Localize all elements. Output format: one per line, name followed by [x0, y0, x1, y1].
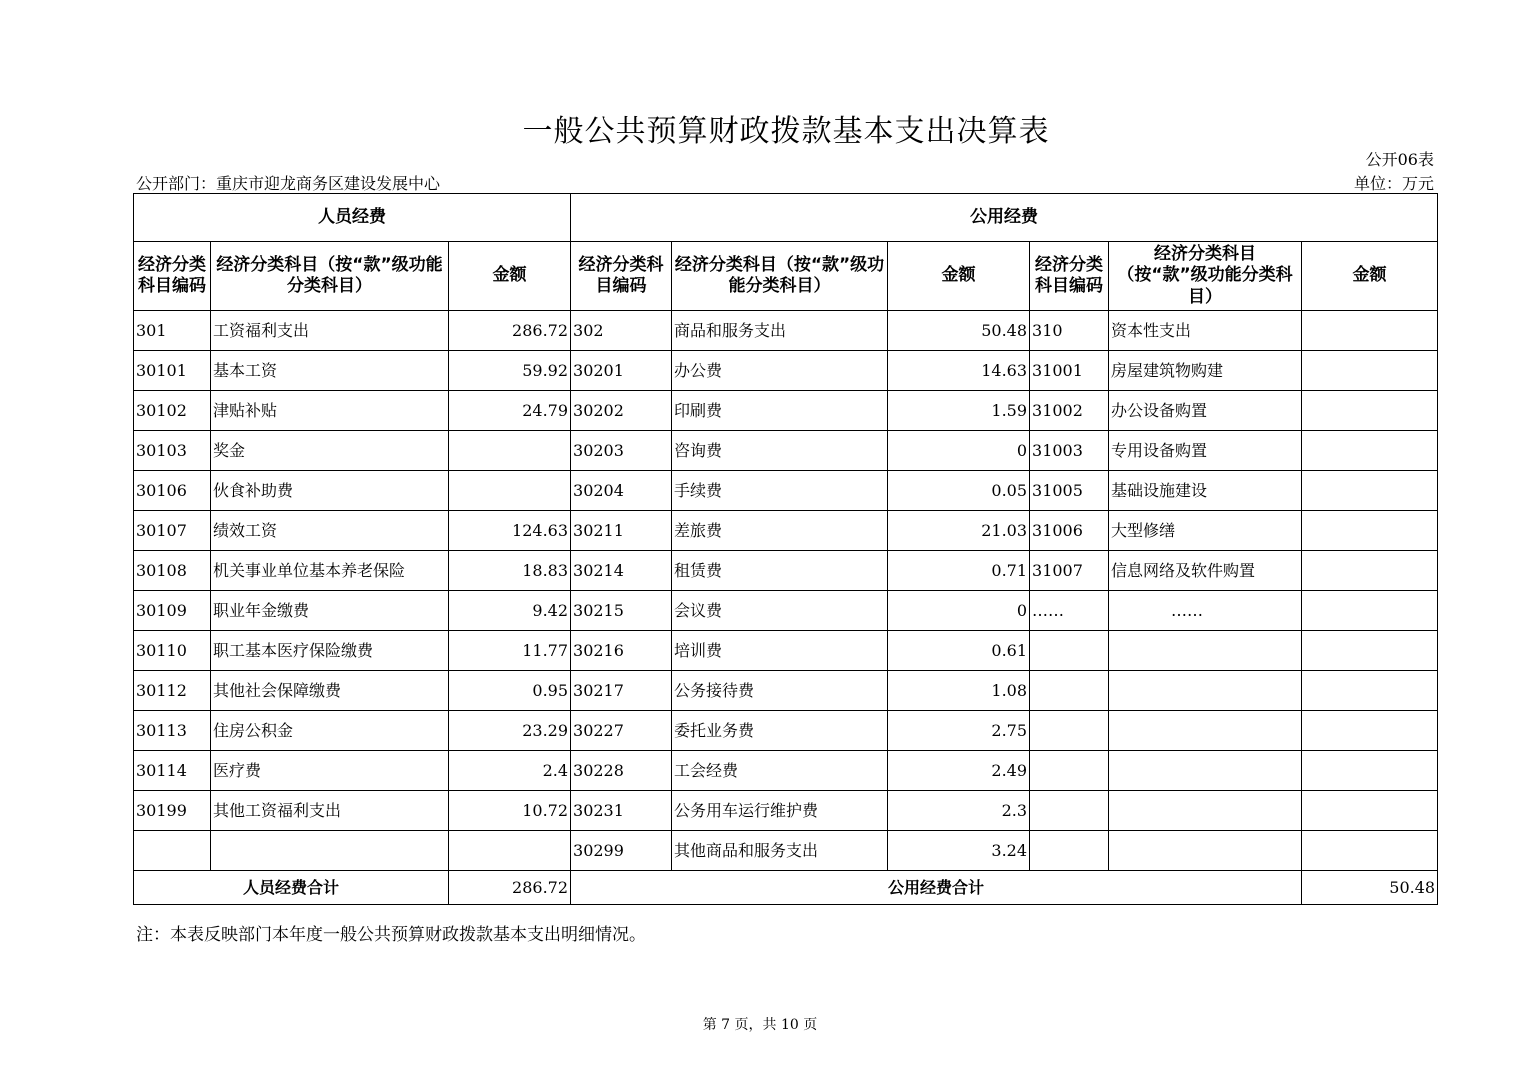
header-name: 经济分类科目（按“款”级功能分类科目）: [211, 242, 449, 311]
code-cell-b: 30299: [571, 831, 672, 871]
code-cell-b: 30203: [571, 431, 672, 471]
page-title: 一般公共预算财政拨款基本支出决算表: [522, 114, 1050, 149]
public-total-label: 公用经费合计: [571, 871, 1302, 905]
amount-cell: 10.72: [449, 791, 571, 831]
amount-cell-b: 1.59: [888, 391, 1030, 431]
table-row: [134, 551, 1438, 591]
amount-cell-b: 2.3: [888, 791, 1030, 831]
code-cell: 30101: [134, 351, 211, 391]
name-cell-c: [1109, 831, 1302, 871]
code-cell-b: 30211: [571, 511, 672, 551]
amount-cell: 24.79: [449, 391, 571, 431]
name-cell-b: 委托业务费: [672, 711, 888, 751]
amount-cell-b: 1.08: [888, 671, 1030, 711]
code-cell-b: 302: [571, 311, 672, 351]
name-cell-c: [1109, 711, 1302, 751]
amount-cell: 0.95: [449, 671, 571, 711]
name-cell: 基本工资: [211, 351, 449, 391]
amount-cell-c: [1302, 351, 1438, 391]
name-cell-b: 印刷费: [672, 391, 888, 431]
name-cell-c: 房屋建筑物购建: [1109, 351, 1302, 391]
amount-cell-b: 0.61: [888, 631, 1030, 671]
name-cell: 其他工资福利支出: [211, 791, 449, 831]
table-row: [134, 471, 1438, 511]
code-cell-c: 31007: [1030, 551, 1109, 591]
public-total-value: 50.48: [1302, 871, 1438, 905]
amount-cell-b: 14.63: [888, 351, 1030, 391]
code-cell: 30107: [134, 511, 211, 551]
code-cell-b: 30227: [571, 711, 672, 751]
amount-cell: 11.77: [449, 631, 571, 671]
name-cell-b: 工会经费: [672, 751, 888, 791]
code-cell: 30113: [134, 711, 211, 751]
amount-cell-c: [1302, 751, 1438, 791]
code-cell-c: [1030, 631, 1109, 671]
code-cell: 301: [134, 311, 211, 351]
name-cell-b: 公务用车运行维护费: [672, 791, 888, 831]
header-code-b: 经济分类科目编码: [571, 242, 672, 311]
totals-row: [134, 871, 1438, 905]
amount-cell: [449, 471, 571, 511]
header-amount-b: 金额: [888, 242, 1030, 311]
code-cell-c: [1030, 751, 1109, 791]
amount-cell-c: [1302, 831, 1438, 871]
amount-cell: 286.72: [449, 311, 571, 351]
form-number: 公开06表: [1365, 150, 1434, 169]
amount-cell-b: 2.75: [888, 711, 1030, 751]
amount-cell-c: [1302, 671, 1438, 711]
code-cell: 30110: [134, 631, 211, 671]
table-row: [134, 791, 1438, 831]
amount-cell: 18.83: [449, 551, 571, 591]
header-amount: 金额: [449, 242, 571, 311]
amount-cell-c: [1302, 471, 1438, 511]
name-cell-b: 培训费: [672, 631, 888, 671]
amount-cell-b: 0: [888, 431, 1030, 471]
name-cell: 其他社会保障缴费: [211, 671, 449, 711]
name-cell: 职工基本医疗保险缴费: [211, 631, 449, 671]
group-public: 公用经费: [571, 194, 1438, 242]
amount-cell-c: [1302, 391, 1438, 431]
department-label: 公开部门：重庆市迎龙商务区建设发展中心: [136, 174, 441, 193]
code-cell: 30109: [134, 591, 211, 631]
table-row: [134, 391, 1438, 431]
name-cell-b: 其他商品和服务支出: [672, 831, 888, 871]
header-name-c: 经济分类科目（按“款”级功能分类科目）: [1109, 242, 1302, 311]
header-name-b: 经济分类科目（按“款”级功能分类科目）: [672, 242, 888, 311]
code-cell-c: ……: [1030, 591, 1109, 631]
name-cell-b: 公务接待费: [672, 671, 888, 711]
name-cell-b: 差旅费: [672, 511, 888, 551]
personnel-total-label: 人员经费合计: [134, 871, 449, 905]
table-row: [134, 671, 1438, 711]
amount-cell: 23.29: [449, 711, 571, 751]
name-cell-c: 办公设备购置: [1109, 391, 1302, 431]
unit-label: 单位：万元: [1353, 174, 1434, 193]
code-cell: 30114: [134, 751, 211, 791]
name-cell-c: [1109, 631, 1302, 671]
name-cell-c: 基础设施建设: [1109, 471, 1302, 511]
table-row: [134, 431, 1438, 471]
amount-cell: [449, 831, 571, 871]
amount-cell: [449, 431, 571, 471]
amount-cell-c: [1302, 631, 1438, 671]
header-amount-c: 金额: [1302, 242, 1438, 311]
amount-cell-c: [1302, 551, 1438, 591]
code-cell-c: 31002: [1030, 391, 1109, 431]
name-cell-c: 专用设备购置: [1109, 431, 1302, 471]
amount-cell-b: 0.71: [888, 551, 1030, 591]
name-cell-b: 会议费: [672, 591, 888, 631]
code-cell: 30103: [134, 431, 211, 471]
code-cell-b: 30231: [571, 791, 672, 831]
amount-cell-c: [1302, 711, 1438, 751]
table-row: [134, 591, 1438, 631]
name-cell-c: [1109, 751, 1302, 791]
name-cell-b: 租赁费: [672, 551, 888, 591]
code-cell-c: 310: [1030, 311, 1109, 351]
code-cell-b: 30228: [571, 751, 672, 791]
page-footer: 第 7 页，共 10 页: [702, 1017, 818, 1033]
amount-cell-b: 2.49: [888, 751, 1030, 791]
table-row: [134, 831, 1438, 871]
name-cell: 工资福利支出: [211, 311, 449, 351]
name-cell-b: 手续费: [672, 471, 888, 511]
name-cell: 津贴补贴: [211, 391, 449, 431]
amount-cell-c: [1302, 511, 1438, 551]
name-cell: 住房公积金: [211, 711, 449, 751]
name-cell: 绩效工资: [211, 511, 449, 551]
table-row: [134, 631, 1438, 671]
table-row: [134, 511, 1438, 551]
name-cell-c: ……: [1109, 591, 1302, 631]
amount-cell-b: 50.48: [888, 311, 1030, 351]
code-cell-c: [1030, 791, 1109, 831]
expenditure-table: [133, 193, 1438, 905]
amount-cell-b: 3.24: [888, 831, 1030, 871]
code-cell-c: 31006: [1030, 511, 1109, 551]
table-row: [134, 351, 1438, 391]
amount-cell-c: [1302, 791, 1438, 831]
code-cell-c: 31003: [1030, 431, 1109, 471]
name-cell: 职业年金缴费: [211, 591, 449, 631]
name-cell: 医疗费: [211, 751, 449, 791]
name-cell-c: [1109, 671, 1302, 711]
column-header-row: [134, 242, 1438, 311]
amount-cell-c: [1302, 591, 1438, 631]
name-cell-b: 咨询费: [672, 431, 888, 471]
table-row: [134, 311, 1438, 351]
code-cell: 30106: [134, 471, 211, 511]
amount-cell-c: [1302, 311, 1438, 351]
name-cell-c: 大型修缮: [1109, 511, 1302, 551]
code-cell-c: 31001: [1030, 351, 1109, 391]
amount-cell: 59.92: [449, 351, 571, 391]
personnel-total-value: 286.72: [449, 871, 571, 905]
code-cell-b: 30216: [571, 631, 672, 671]
name-cell-c: 信息网络及软件购置: [1109, 551, 1302, 591]
code-cell-c: 31005: [1030, 471, 1109, 511]
code-cell-b: 30204: [571, 471, 672, 511]
name-cell-c: 资本性支出: [1109, 311, 1302, 351]
name-cell: [211, 831, 449, 871]
table-row: [134, 711, 1438, 751]
amount-cell-b: 0.05: [888, 471, 1030, 511]
code-cell: 30199: [134, 791, 211, 831]
amount-cell-b: 0: [888, 591, 1030, 631]
name-cell: 奖金: [211, 431, 449, 471]
name-cell-b: 商品和服务支出: [672, 311, 888, 351]
amount-cell: 9.42: [449, 591, 571, 631]
code-cell-c: [1030, 671, 1109, 711]
name-cell: 机关事业单位基本养老保险: [211, 551, 449, 591]
header-code-c: 经济分类科目编码: [1030, 242, 1109, 311]
code-cell-c: [1030, 831, 1109, 871]
code-cell: 30112: [134, 671, 211, 711]
amount-cell: 2.4: [449, 751, 571, 791]
group-header-row: [134, 194, 1438, 242]
code-cell: 30102: [134, 391, 211, 431]
code-cell: [134, 831, 211, 871]
table-note: 注：本表反映部门本年度一般公共预算财政拨款基本支出明细情况。: [136, 925, 646, 945]
code-cell: 30108: [134, 551, 211, 591]
amount-cell-b: 21.03: [888, 511, 1030, 551]
code-cell-b: 30215: [571, 591, 672, 631]
code-cell-b: 30202: [571, 391, 672, 431]
header-code: 经济分类科目编码: [134, 242, 211, 311]
amount-cell: 124.63: [449, 511, 571, 551]
group-personnel: 人员经费: [134, 194, 571, 242]
code-cell-c: [1030, 711, 1109, 751]
name-cell-c: [1109, 791, 1302, 831]
table-row: [134, 751, 1438, 791]
name-cell: 伙食补助费: [211, 471, 449, 511]
amount-cell-c: [1302, 431, 1438, 471]
code-cell-b: 30217: [571, 671, 672, 711]
code-cell-b: 30201: [571, 351, 672, 391]
code-cell-b: 30214: [571, 551, 672, 591]
name-cell-b: 办公费: [672, 351, 888, 391]
